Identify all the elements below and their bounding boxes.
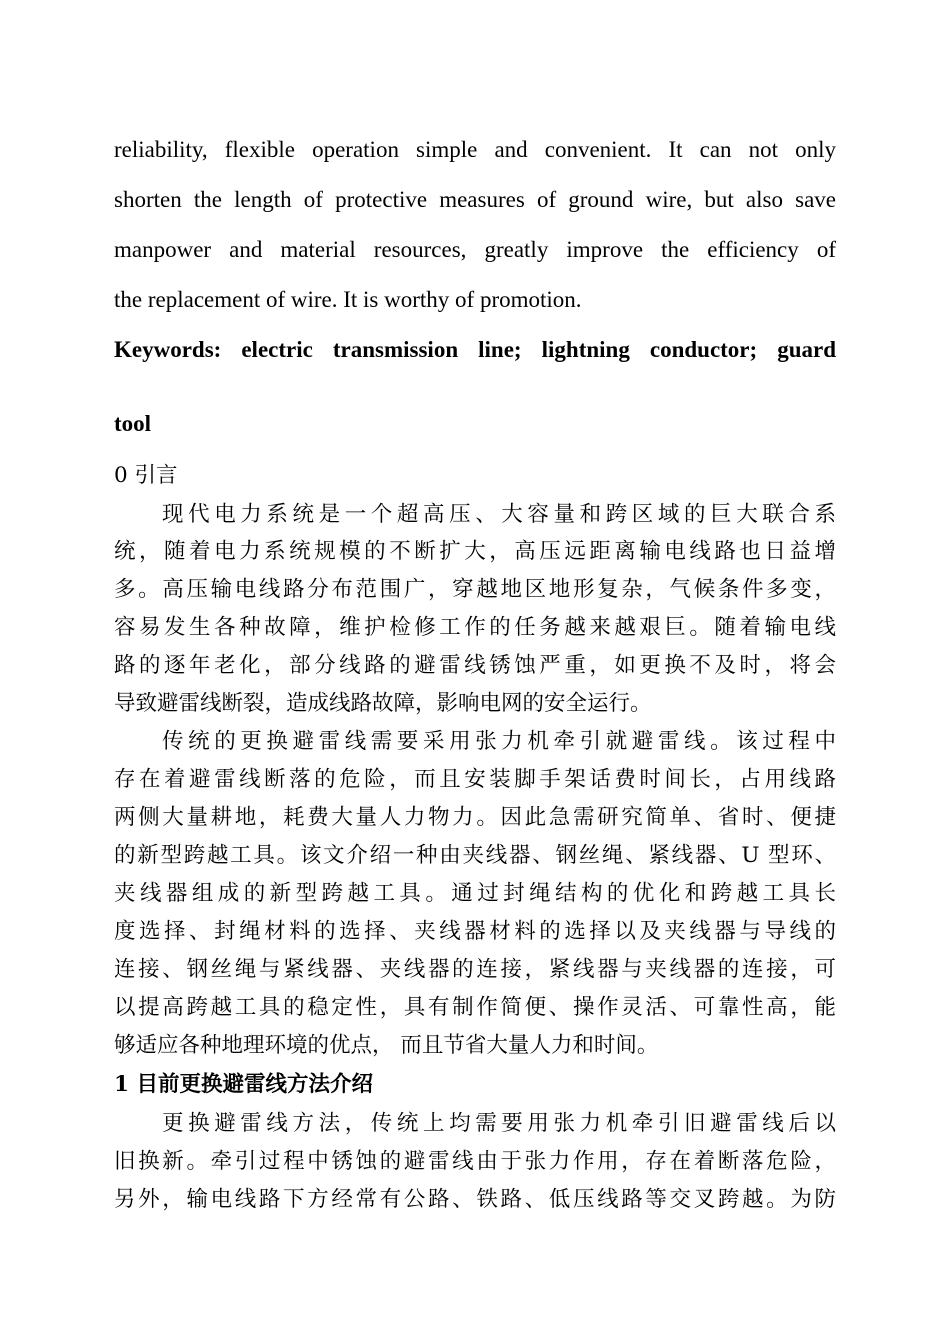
abstract-line: reliability, flexible operation simple and convenient. It can not only <box>114 137 836 162</box>
paragraph-line: 路的逐年老化，部分线路的避雷线锈蚀严重，如更换不及时，将会 <box>114 653 836 678</box>
paragraph-line: 另外，输电线路下方经常有公路、铁路、低压线路等交叉跨越。为防 <box>114 1187 836 1212</box>
document-page <box>114 0 836 1344</box>
paragraph-line: 度选择、封绳材料的选择、夹线器材料的选择以及夹线器与导线的 <box>114 919 836 944</box>
paragraph-line: 更换避雷线方法，传统上均需要用张力机牵引旧避雷线后以 <box>162 1111 836 1136</box>
paragraph-line: 旧换新。牵引过程中锈蚀的避雷线由于张力作用，存在着断落危险， <box>114 1149 836 1174</box>
paragraph-line: 以提高跨越工具的稳定性，具有制作简便、操作灵活、可靠性高，能 <box>114 995 836 1020</box>
paragraph-line: 现代电力系统是一个超高压、大容量和跨区域的巨大联合系 <box>162 502 836 527</box>
paragraph-line: 夹线器组成的新型跨越工具。通过封绳结构的优化和跨越工具长 <box>114 881 836 906</box>
abstract-line: the replacement of wire. It is worthy of promotion. <box>114 287 582 312</box>
section-heading: 1 目前更换避雷线方法介绍 <box>114 1072 373 1097</box>
keywords-line: tool <box>114 411 152 436</box>
paragraph-line: 导致避雷线断裂，造成线路故障，影响电网的安全运行。 <box>114 691 652 716</box>
paragraph-line: 统，随着电力系统规模的不断扩大，高压远距离输电线路也日益增 <box>114 539 836 564</box>
abstract-line: manpower and material resources, greatly improve the efficiency of <box>114 237 836 262</box>
paragraph-line: 两侧大量耕地，耗费大量人力物力。因此急需研究简单、省时、便捷 <box>114 805 836 830</box>
abstract-line: shorten the length of protective measures of ground wire, but also save <box>114 187 836 212</box>
section-heading: 0 引言 <box>114 463 178 488</box>
paragraph-line: 连接、钢丝绳与紧线器、夹线器的连接，紧线器与夹线器的连接，可 <box>114 957 836 982</box>
keywords-line: Keywords: electric transmission line; lightning conductor; guard <box>114 337 836 362</box>
paragraph-line: 的新型跨越工具。该文介绍一种由夹线器、钢丝绳、紧线器、U 型环、 <box>114 843 836 868</box>
paragraph-line: 存在着避雷线断落的危险，而且安装脚手架话费时间长，占用线路 <box>114 767 836 792</box>
paragraph-line: 够适应各种地理环境的优点， 而且节省大量人力和时间。 <box>114 1033 659 1058</box>
paragraph-line: 容易发生各种故障，维护检修工作的任务越来越艰巨。随着输电线 <box>114 615 836 640</box>
paragraph-line: 传统的更换避雷线需要采用张力机牵引就避雷线。该过程中 <box>162 729 836 754</box>
paragraph-line: 多。高压输电线路分布范围广，穿越地区地形复杂，气候条件多变， <box>114 577 836 602</box>
